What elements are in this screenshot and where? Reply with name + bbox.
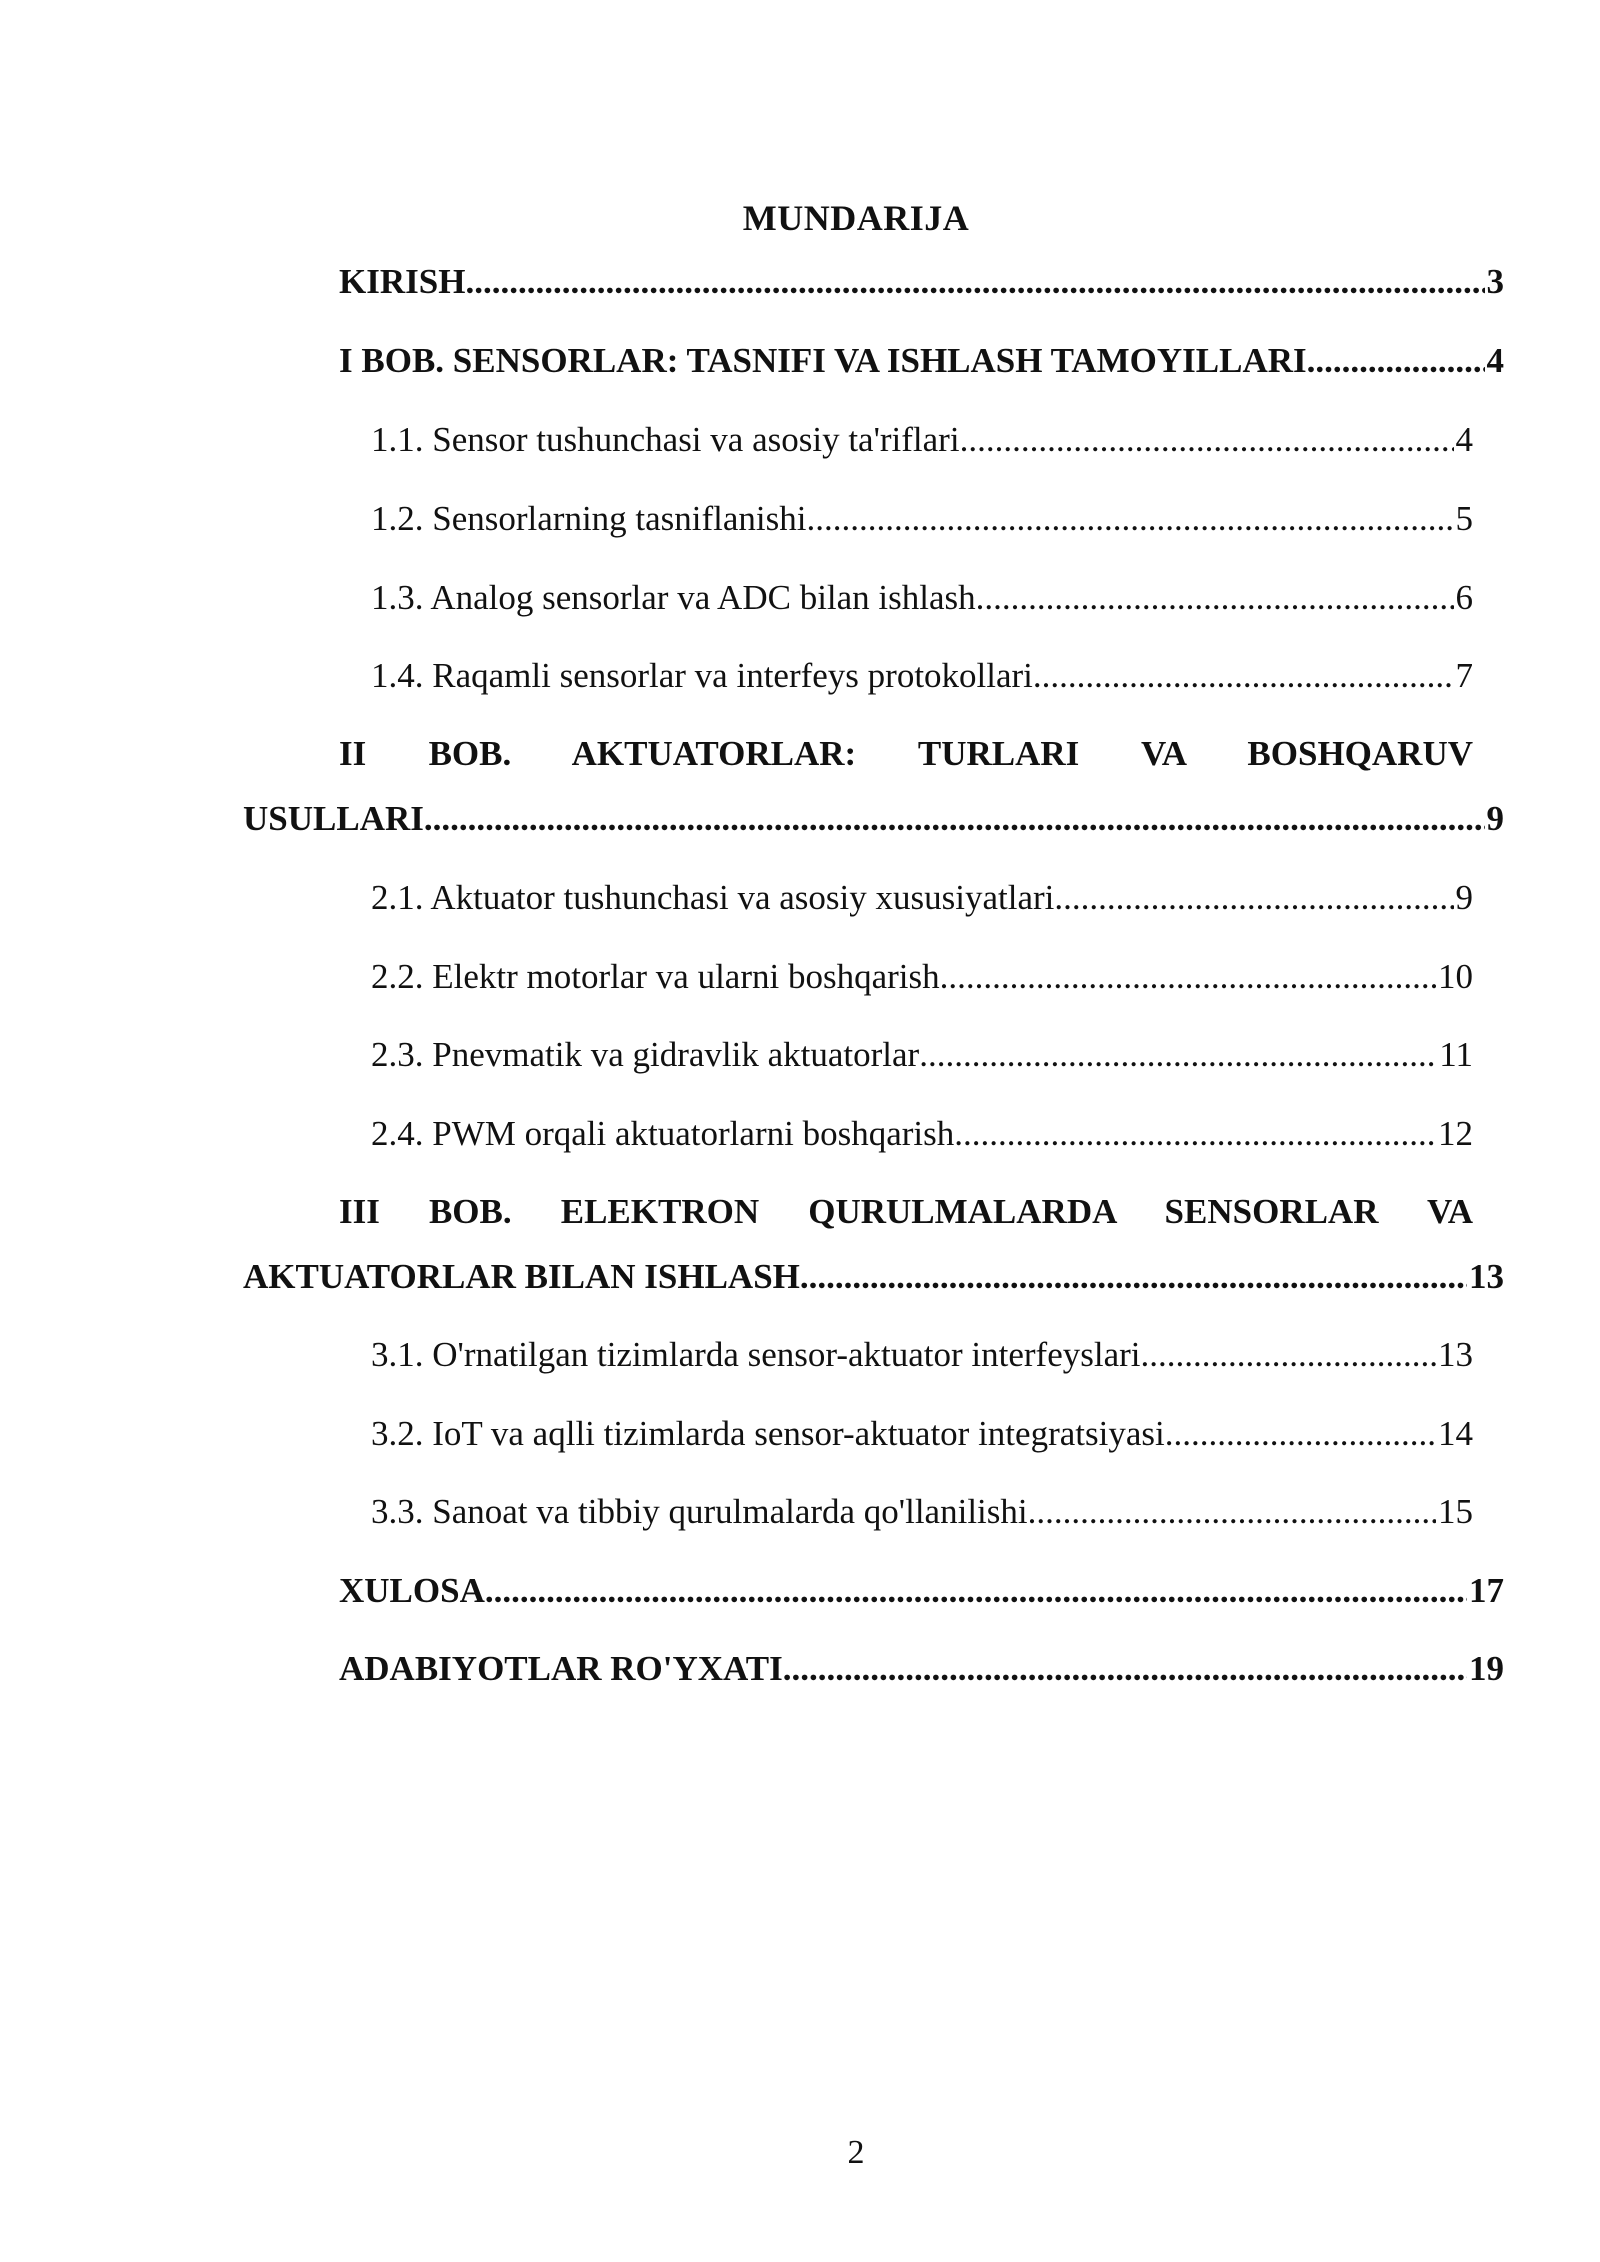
toc-entry-section-1-4[interactable] [371,648,1473,704]
toc-entry-label: AKTUATORLAR BILAN ISHLASH [243,1257,800,1296]
toc-entry-label: XULOSA [339,1571,485,1610]
toc-entry-section-1-2[interactable] [371,491,1473,547]
dot-leader [940,949,1436,1005]
toc-entry-section-1-1[interactable] [371,412,1473,468]
toc-entry-label: KIRISH [339,262,466,301]
dot-leader [800,1249,1467,1305]
toc-entry-section-3-2[interactable] [371,1406,1473,1462]
dot-leader [954,1106,1436,1162]
dot-leader [485,1563,1467,1619]
toc-entry-chapter-2[interactable] [243,791,1504,847]
toc-entry-label: USULLARI [243,799,424,838]
toc-entry-label: 3.3. Sanoat va tibbiy qurulmalarda qo'llanilishi [371,1492,1028,1531]
toc-entry-page: 7 [1455,656,1473,695]
dot-leader [1307,333,1485,389]
toc-entry-section-2-1[interactable] [371,870,1473,926]
toc-entry-page: 13 [1438,1335,1473,1374]
toc-entry-chapter-3[interactable] [243,1249,1504,1305]
toc-entry-page: 4 [1455,420,1473,459]
toc-entry-page: 15 [1438,1492,1473,1531]
dot-leader [1033,648,1454,704]
toc-entry-page: 3 [1486,262,1504,301]
toc-entry-label: ADABIYOTLAR RO'YXATI [339,1649,783,1688]
toc-entry-label: 2.2. Elektr motorlar va ularni boshqarish [371,957,940,996]
toc-entry-page: 5 [1455,499,1473,538]
toc-entry-section-3-1[interactable] [371,1327,1473,1383]
dot-leader [1054,870,1453,926]
toc-entry-page: 12 [1438,1114,1473,1153]
toc-entry-chapter-3-line1[interactable]: III BOB. ELEKTRON QURULMALARDA SENSORLAR VA [339,1192,1473,1231]
dot-leader [976,570,1454,626]
toc-entry-chapter-1[interactable] [339,333,1504,389]
toc-entry-section-2-4[interactable] [371,1106,1473,1162]
toc-entry-section-1-3[interactable] [371,570,1473,626]
toc-entry-page: 10 [1438,957,1473,996]
toc-title: MUNDARIJA [742,198,970,238]
toc-entry-label: 1.2. Sensorlarning tasniflanishi [371,499,807,538]
dot-leader [1165,1406,1436,1462]
toc-entry-page: 11 [1439,1035,1473,1074]
dot-leader [783,1641,1467,1697]
toc-entry-label: 1.1. Sensor tushunchasi va asosiy ta'riflari [371,420,960,459]
toc-entry-label: 1.3. Analog sensorlar va ADC bilan ishlash [371,578,976,617]
dot-leader [1028,1484,1436,1540]
toc-entry-label: 1.4. Raqamli sensorlar va interfeys protokollari [371,656,1033,695]
page-number: 2 [847,2134,865,2171]
toc-entry-page: 4 [1486,341,1504,380]
toc-entry-label: 2.4. PWM orqali aktuatorlarni boshqarish [371,1114,955,1153]
toc-entry-section-2-2[interactable] [371,949,1473,1005]
toc-entry-xulosa[interactable] [339,1563,1504,1619]
toc-entry-section-2-3[interactable] [371,1027,1473,1083]
toc-entry-page: 13 [1469,1257,1504,1296]
toc-entry-page: 17 [1469,1571,1504,1610]
toc-entry-label: 2.3. Pnevmatik va gidravlik aktuatorlar [371,1035,920,1074]
toc-entry-label: I BOB. SENSORLAR: TASNIFI VA ISHLASH TAMOYILLARI [339,341,1307,380]
dot-leader [960,412,1454,468]
dot-leader [1141,1327,1436,1383]
toc-entry-section-3-3[interactable] [371,1484,1473,1540]
toc-entry-label: 3.1. O'rnatilgan tizimlarda sensor-aktuator interfeyslari [371,1335,1141,1374]
toc-entry-page: 14 [1438,1414,1473,1453]
toc-entry-page: 9 [1455,878,1473,917]
toc-entry-label: 2.1. Aktuator tushunchasi va asosiy xususiyatlari [371,878,1055,917]
dot-leader [807,491,1454,547]
toc-entry-page: 9 [1486,799,1504,838]
dot-leader [465,254,1484,310]
dot-leader [919,1027,1437,1083]
toc-entry-page: 19 [1469,1649,1504,1688]
toc-entry-kirish[interactable] [339,254,1504,310]
dot-leader [424,791,1485,847]
toc-entry-chapter-2-line1[interactable]: II BOB. AKTUATORLAR: TURLARI VA BOSHQARUV [339,734,1473,773]
toc-entry-label: 3.2. IoT va aqlli tizimlarda sensor-aktuator integratsiyasi [371,1414,1165,1453]
toc-entry-page: 6 [1455,578,1473,617]
toc-entry-adabiyotlar[interactable] [339,1641,1504,1697]
